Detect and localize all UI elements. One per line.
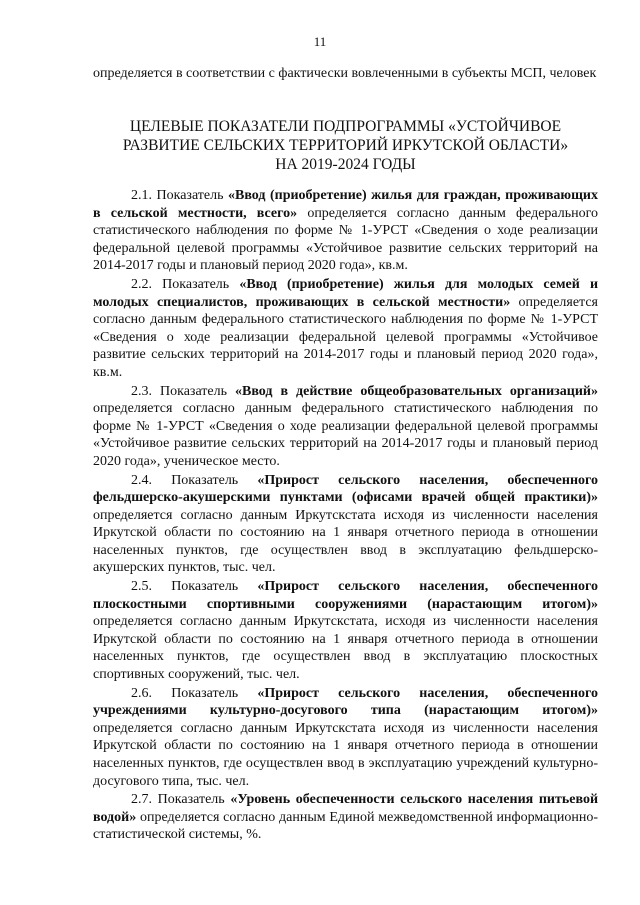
heading-line: НА 2019-2024 ГОДЫ — [275, 156, 416, 173]
item-lead: Показатель — [171, 685, 239, 701]
item-number: 2.7. — [131, 792, 152, 808]
item-indicator-name: «Прирост сельского населения, обеспеченного учреждениями культурно-досугового типа (нарастающим итогом)» — [93, 685, 599, 719]
indicator-item — [93, 791, 598, 844]
indicator-item — [93, 276, 598, 382]
item-number: 2.1. — [131, 188, 152, 203]
item-lead: Показатель — [157, 792, 225, 808]
item-number: 2.4. — [131, 472, 152, 488]
item-description: определяется согласно данным федерального статистического наблюдения по форме № 1-УРСТ «Сведения о ходе реализации федеральной целевой программы «Устойчивое развитие сельских территорий на 2014-2017 годы и плановый период 2020 года», ученическое место. — [93, 401, 598, 469]
item-lead: Показатель — [156, 188, 224, 203]
item-number: 2.6. — [131, 685, 152, 701]
item-description: определяется согласно данным федерального статистического наблюдения по форме № 1-УРСТ «Сведения о ходе реализации федеральной целевой программы «Устойчивое развитие сельских территорий на 2014-2017 годы и плановый период 2020 года», кв.м. — [93, 205, 599, 274]
heading-line: РАЗВИТИЕ СЕЛЬСКИХ ТЕРРИТОРИЙ ИРКУТСКОЙ ОБЛАСТИ» — [122, 137, 569, 154]
heading-line: ЦЕЛЕВЫЕ ПОКАЗАТЕЛИ ПОДПРОГРАММЫ «УСТОЙЧИВОЕ — [129, 118, 562, 135]
item-number: 2.2. — [131, 276, 152, 292]
item-indicator-name: «Уровень обеспеченности сельского населения питьевой водой» — [93, 792, 599, 825]
item-lead: Показатель — [171, 472, 239, 488]
item-description: определяется согласно данным Иркутскстата исходя из численности населения Иркутской области по состоянию на 1 января отчетного периода в отношении населенных пунктов, где осуществлен ввод в эксплуатацию учреждений культурно-досугового типа, тыс. чел. — [93, 720, 598, 789]
indicator-list — [93, 187, 598, 845]
indicator-item — [93, 578, 598, 684]
item-description: определяется согласно данным Единой межведомственной информационно-статистической системы, %. — [93, 809, 599, 843]
item-number: 2.3. — [131, 383, 152, 399]
page-number: 11 — [313, 34, 327, 49]
item-lead: Показатель — [162, 276, 230, 292]
intro-paragraph: определяется в соответствии с фактически вовлеченными в субъекты МСП, человек — [93, 66, 597, 81]
item-description: определяется согласно данным федерального статистического наблюдения по форме № 1-УРСТ «Сведения о ходе реализации федеральной целевой программы «Устойчивое развитие сельских территорий на 2014-2017 годы и плановый период 2020 года», кв.м. — [93, 294, 598, 380]
item-lead: Показатель — [171, 579, 239, 595]
item-lead: Показатель — [160, 383, 227, 399]
indicator-item — [93, 187, 598, 275]
item-indicator-name: «Ввод (приобретение) жилья для граждан, проживающих в сельской местности, всего» — [93, 188, 598, 221]
item-description: определяется согласно данным Иркутскстата исходя из численности населения Иркутской области по состоянию на 1 января отчетного периода в отношении населенных пунктов, где осуществлен ввод в эксплуатацию фельдшерско-акушерских пунктов, тыс. чел. — [93, 507, 598, 576]
item-number: 2.5. — [131, 579, 152, 595]
indicator-item — [93, 685, 598, 791]
item-indicator-name: «Ввод (приобретение) жилья для молодых семей и молодых специалистов, проживающих в сельской местности» — [93, 276, 599, 310]
item-description: определяется согласно данным Иркутскстата, исходя из численности населения Иркутской области по состоянию на 1 января отчетного периода в отношении населенных пунктов, где осуществлен ввод в эксплуатацию плоскостных спортивных сооружений, тыс. чел. — [93, 614, 598, 683]
indicator-item — [93, 472, 598, 578]
item-indicator-name: «Прирост сельского населения, обеспеченного плоскостными спортивными сооружениями (нарастающим итогом)» — [93, 579, 599, 612]
indicator-item — [93, 383, 598, 471]
section-heading — [93, 117, 598, 174]
item-indicator-name: «Ввод в действие общеобразовательных организаций» — [235, 383, 598, 399]
item-indicator-name: «Прирост сельского населения, обеспеченного фельдшерско-акушерскими пунктами (офисами врачей общей практики)» — [93, 472, 599, 506]
